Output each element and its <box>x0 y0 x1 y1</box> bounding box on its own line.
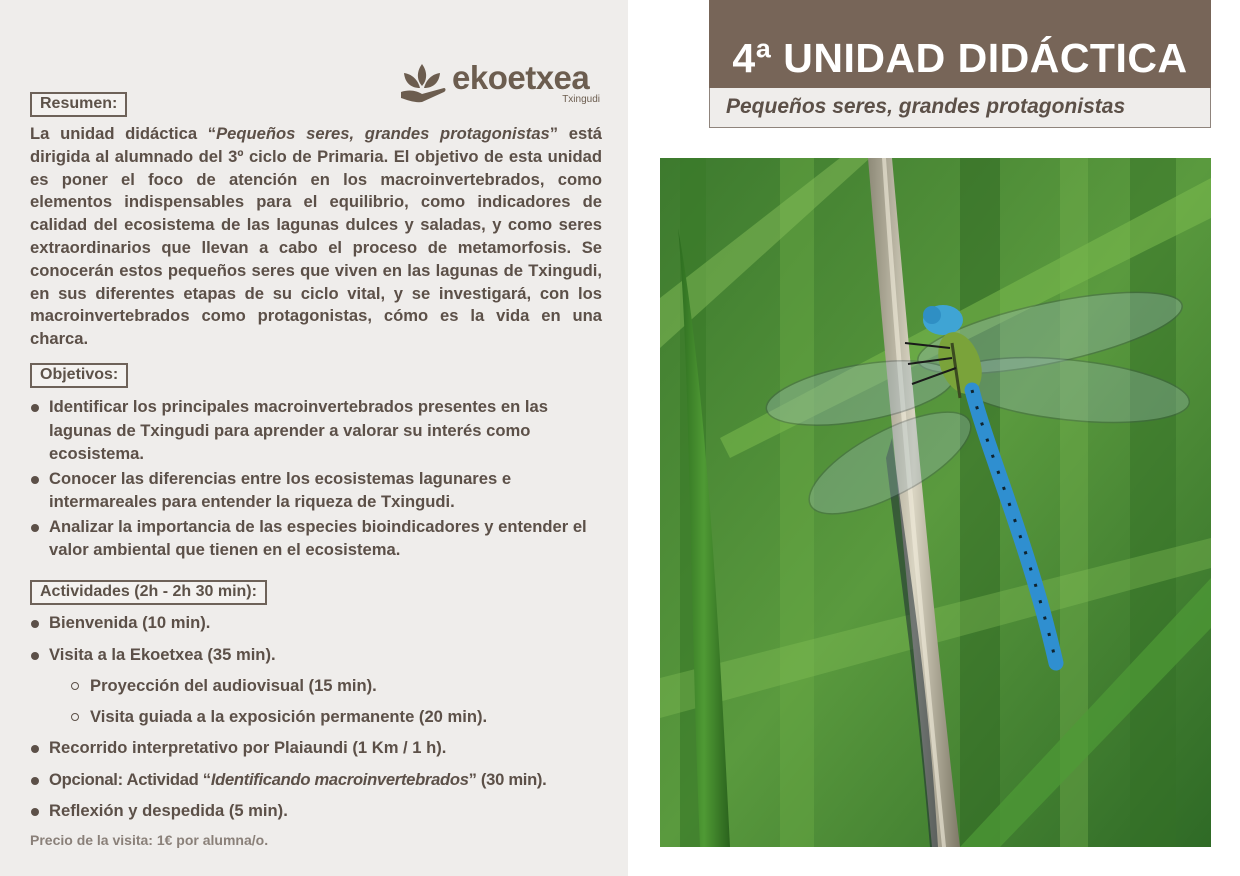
bullet-icon <box>31 652 39 660</box>
bullet-icon <box>31 620 39 628</box>
list-item: Recorrido interpretativo por Plaiaundi (1 Km / 1 h). <box>30 736 620 760</box>
resumen-label: Resumen: <box>30 92 127 117</box>
resumen-text: La unidad didáctica “Pequeños seres, grandes protagonistas” está dirigida al alumnado del 3º ciclo de Primaria. El objetivo de esta unidad es poner el foco de atención en los macroinvertebrados, como elementos indispensables para el equilibrio, como indicadores de calidad del ecosistema de las lagunas dulces y saladas, y como seres extraordinarios que llevan a cabo el proceso de metamorfosis. Se conocerán estos pequeños seres que viven en las lagunas de Txingudi, en sus diferentes etapas de su ciclo vital, y se investigará, con los macroinvertebrados como protagonistas, cómo es la vida en una charca. <box>30 124 602 349</box>
bullet-icon <box>31 476 39 484</box>
bullet-icon <box>31 524 39 532</box>
list-item: Reflexión y despedida (5 min). <box>30 799 620 823</box>
dragonfly-photo <box>660 158 1211 847</box>
bullet-icon <box>31 808 39 816</box>
sub-list-item: Visita guiada a la exposición permanente (20 min). <box>71 705 620 728</box>
bullet-icon <box>31 777 39 785</box>
actividades-label: Actividades (2h - 2h 30 min): <box>30 580 267 605</box>
logo-wordmark: ekoetxea <box>452 59 590 96</box>
objetivos-label: Objetivos: <box>30 363 128 388</box>
ekoetxea-logo-icon <box>398 58 446 106</box>
list-item: Visita a la Ekoetxea (35 min). <box>30 643 620 667</box>
title-banner <box>709 0 1211 88</box>
list-item: Bienvenida (10 min). <box>30 611 620 635</box>
list-item: Analizar la importancia de las especies bioindicadores y entender el valor ambiental que tienen en el ecosistema. <box>30 515 604 562</box>
bullet-icon <box>31 745 39 753</box>
subtitle-box <box>709 88 1211 128</box>
logo-subtitle: Txingudi <box>562 94 600 105</box>
list-item: Conocer las diferencias entre los ecosistemas lagunares e intermareales para entender la riqueza de Txingudi. <box>30 467 604 514</box>
list-item: Identificar los principales macroinvertebrados presentes en las lagunas de Txingudi para aprender a valorar su interés como ecosistema. <box>30 395 604 466</box>
sub-bullet-icon <box>71 713 79 721</box>
sub-bullet-icon <box>71 682 79 690</box>
sub-list-item: Proyección del audiovisual (15 min). <box>71 674 620 697</box>
bullet-icon <box>31 404 39 412</box>
objetivos-list <box>30 395 604 562</box>
actividades-list <box>30 611 620 823</box>
page-subtitle: Pequeños seres, grandes protagonistas <box>726 95 1126 118</box>
activity-title-italic: Identificando macroinvertebrados <box>210 769 469 789</box>
unit-title-italic: Pequeños seres, grandes protagonistas <box>216 124 550 143</box>
price-note: Precio de la visita: 1€ por alumna/o. <box>30 832 269 848</box>
dragonfly-illustration <box>660 158 1211 847</box>
list-item: Opcional: Actividad “Identificando macroinvertebrados” (30 min). <box>30 768 620 792</box>
ekoetxea-logo <box>398 58 608 108</box>
page-title: 4ª UNIDAD DIDÁCTICA <box>732 35 1188 81</box>
